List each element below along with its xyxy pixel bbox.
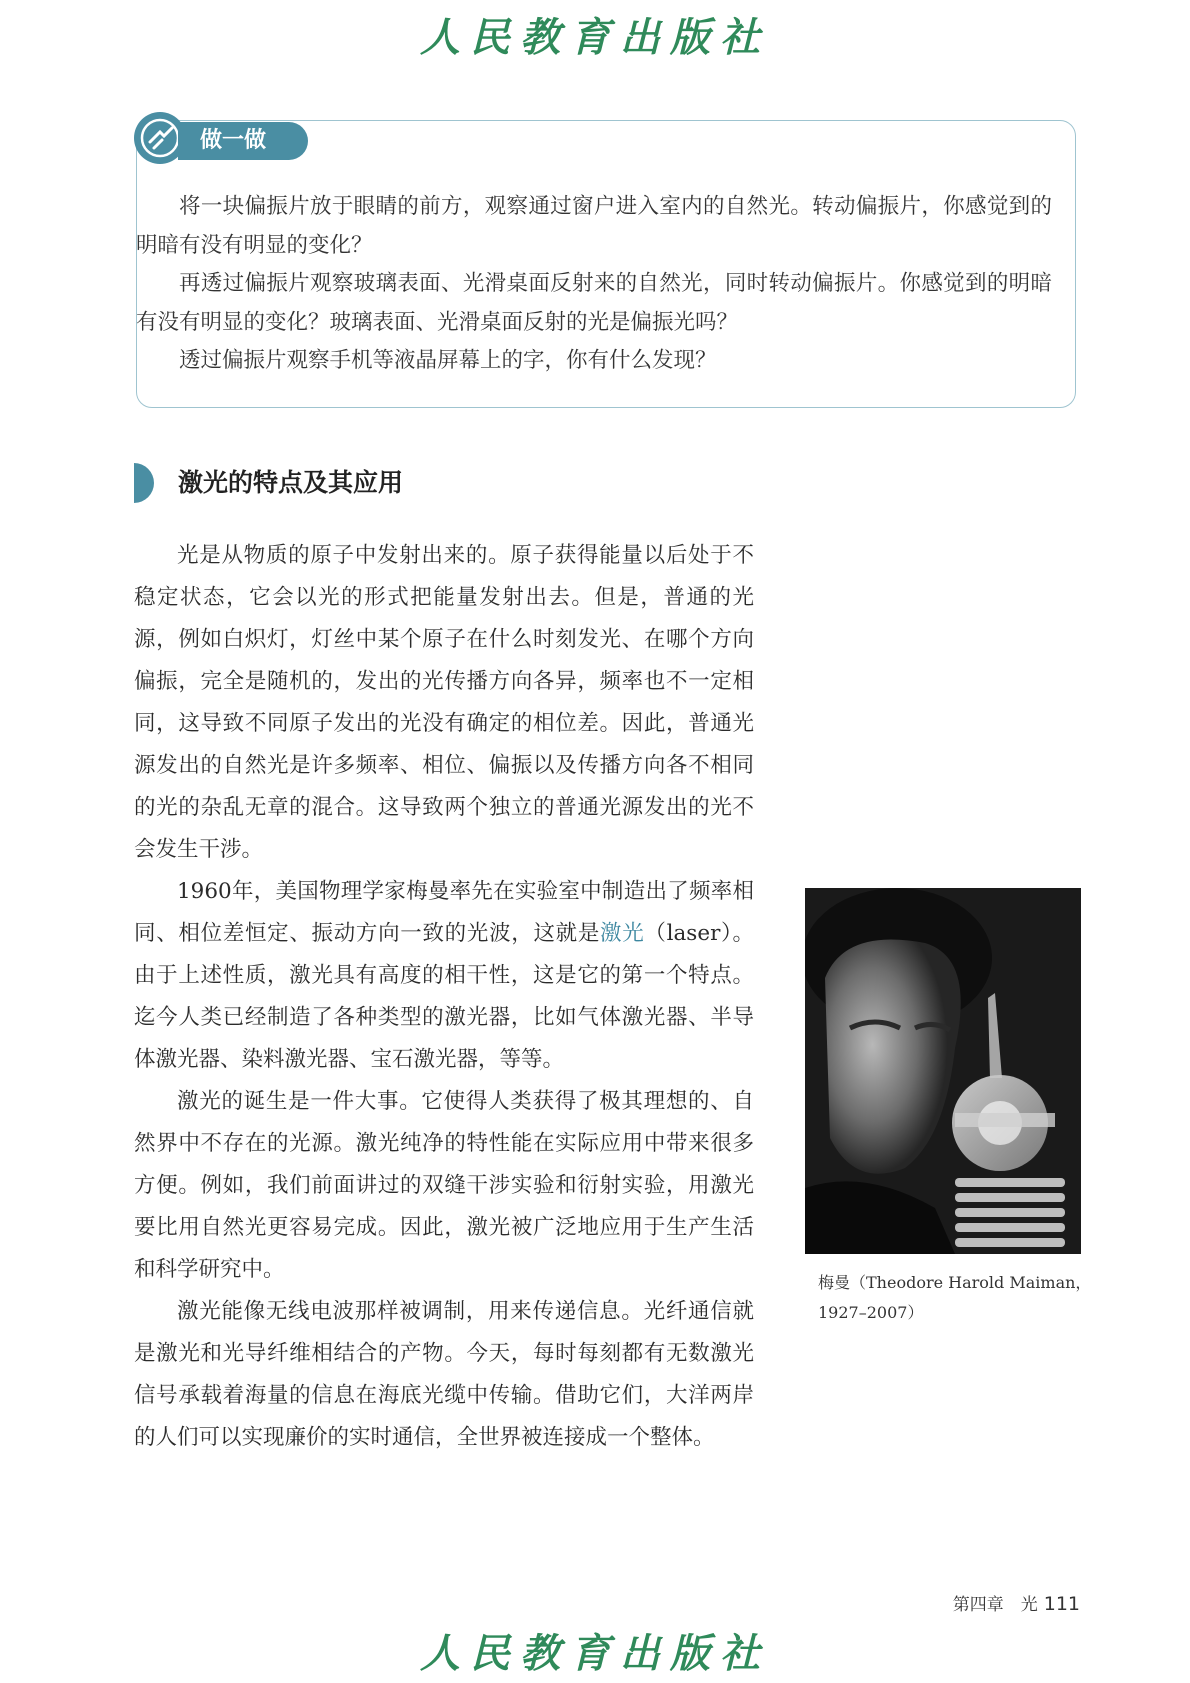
- page-number: 111: [1043, 1593, 1080, 1615]
- caption-line: 梅曼（Theodore Harold Maiman，: [818, 1273, 1092, 1292]
- body-paragraph: 激光的诞生是一件大事。它使得人类获得了极其理想的、自然界中不存在的光源。激光纯净的特性能在实际应用中带来很多方便。例如，我们前面讲过的双缝干涉实验和衍射实验，用激光要比用自然光更容易完成。因此，激光被广泛地应用于生产生活和科学研究中。: [134, 1089, 754, 1282]
- paragraph-text: （laser）。由于上述性质，激光具有高度的相干性，这是它的第一个特点。迄今人类已经制造了各种类型的激光器，比如气体激光器、半导体激光器、染料激光器、宝石激光器，等等。: [134, 921, 754, 1072]
- section-title: 激光的特点及其应用: [178, 468, 404, 497]
- body-paragraph: [134, 871, 754, 1081]
- activity-paragraph: 再透过偏振片观察玻璃表面、光滑桌面反射来的自然光，同时转动偏振片。你感觉到的明暗有没有明显的变化？玻璃表面、光滑桌面反射的光是偏振光吗？: [136, 271, 1052, 335]
- laser-term: 激光: [600, 921, 645, 946]
- body-text: [134, 535, 754, 1459]
- activity-title: 做一做: [178, 122, 308, 160]
- body-paragraph: 光是从物质的原子中发射出来的。原子获得能量以后处于不稳定状态，它会以光的形式把能量发射出去。但是，普通的光源，例如白炽灯，灯丝中某个原子在什么时刻发光、在哪个方向偏振，完全是随机的，发出的光传播方向各异，频率也不一定相同，这导致不同原子发出的光没有确定的相位差。因此，普通光源发出的自然光是许多频率、相位、偏振以及传播方向各不相同的光的杂乱无章的混合。这导致两个独立的普通光源发出的光不会发生干涉。: [134, 543, 754, 862]
- activity-text: [136, 188, 1052, 381]
- page-footer: [930, 1590, 1080, 1615]
- body-paragraph: 激光能像无线电波那样被调制，用来传递信息。光纤通信就是激光和光导纤维相结合的产物。今天，每时每刻都有无数激光信号承载着海量的信息在海底光缆中传输。借助它们，大洋两岸的人们可以实现廉价的实时通信，全世界被连接成一个整体。: [134, 1299, 754, 1450]
- paragraph-text: 1960年，美国物理学家梅曼率先在实验室中制造出了频率相同、相位差恒定、振动方向一致的光波，这就是: [134, 879, 754, 946]
- chapter-label: 第四章 光: [952, 1595, 1038, 1615]
- maiman-portrait: [805, 888, 1081, 1254]
- publisher-watermark-bottom: 人民教育出版社: [420, 1630, 770, 1677]
- publisher-watermark-top: 人民教育出版社: [420, 14, 770, 61]
- activity-header: [134, 110, 309, 166]
- caption-line: 1927–2007）: [818, 1303, 924, 1322]
- figure-caption: [818, 1268, 1093, 1328]
- activity-paragraph: 将一块偏振片放于眼睛的前方，观察通过窗户进入室内的自然光。转动偏振片，你感觉到的明暗有没有明显的变化？: [136, 194, 1052, 258]
- section-marker: [134, 463, 154, 503]
- activity-paragraph: 透过偏振片观察手机等液晶屏幕上的字，你有什么发现？: [179, 348, 717, 373]
